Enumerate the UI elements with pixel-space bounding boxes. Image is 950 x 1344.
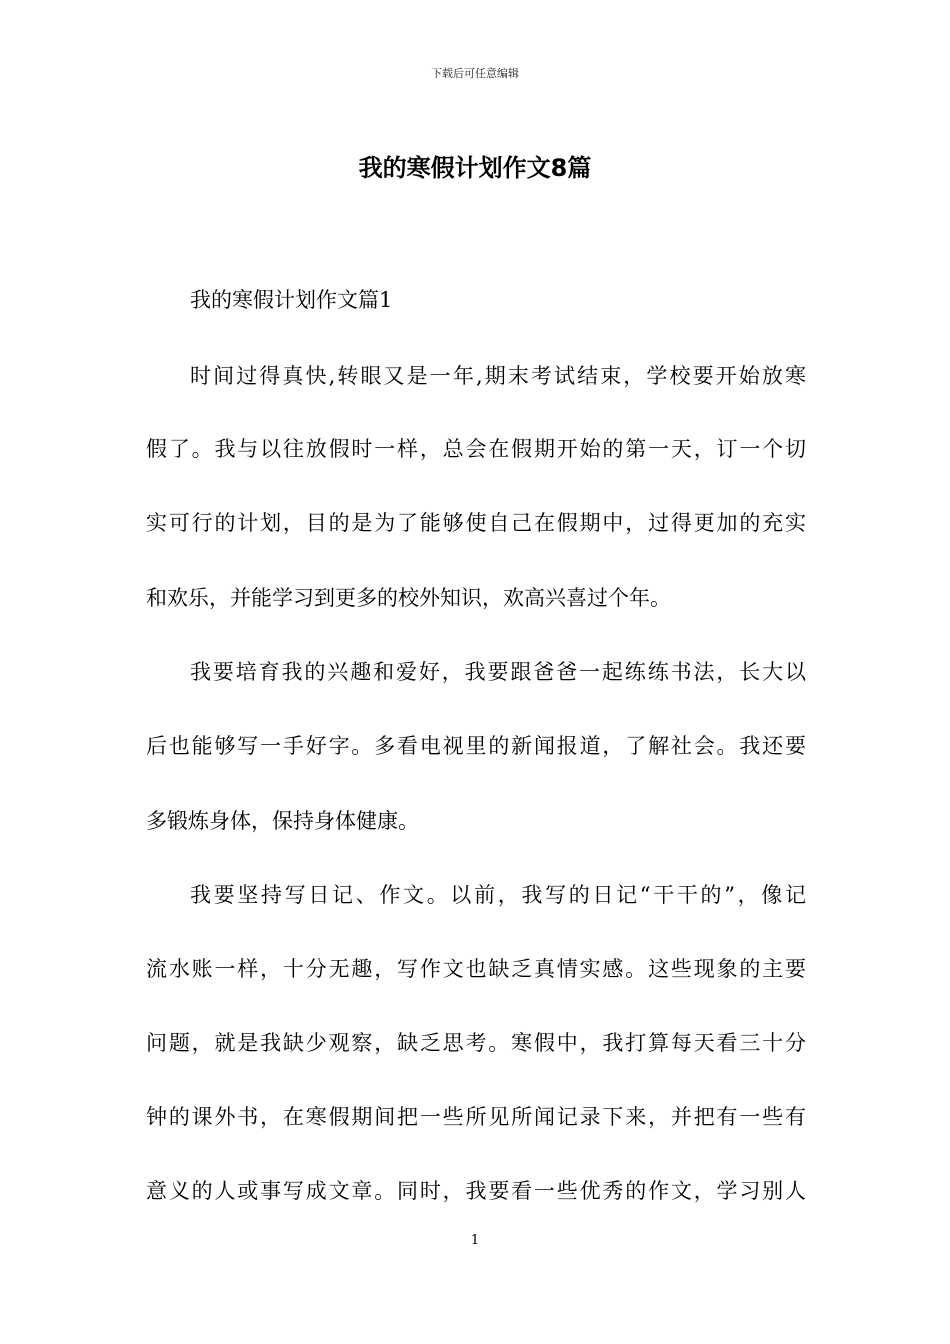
paragraph-line: 问题，就是我缺少观察，缺乏思考。寒假中，我打算每天看三十分 [146, 1031, 806, 1055]
paragraph-line: 多锻炼身体，保持身体健康。 [146, 809, 419, 833]
page-header-note: 下载后可任意编辑 [431, 67, 519, 80]
section-heading: 我的寒假计划作文篇1 [190, 288, 393, 312]
paragraph-line: 我要坚持写日记、作文。以前，我写的日记“干干的”，像记 [190, 883, 806, 907]
page-number: 1 [470, 1233, 480, 1248]
paragraph-line: 后也能够写一手好字。多看电视里的新闻报道，了解社会。我还要 [146, 734, 806, 758]
paragraph-line: 流水账一样，十分无趣，写作文也缺乏真情实感。这些现象的主要 [146, 957, 806, 981]
paragraph-line: 钟的课外书，在寒假期间把一些所见所闻记录下来，并把有一些有 [146, 1105, 806, 1129]
paragraph-line: 假了。我与以往放假时一样，总会在假期开始的第一天，订一个切 [146, 437, 806, 461]
document-title: 我的寒假计划作文8篇 [358, 154, 592, 182]
paragraph-line: 实可行的计划，目的是为了能够使自己在假期中，过得更加的充实 [146, 511, 806, 535]
paragraph-line: 意义的人或事写成文章。同时，我要看一些优秀的作文，学习别人 [146, 1179, 806, 1203]
paragraph-line: 和欢乐，并能学习到更多的校外知识，欢高兴喜过个年。 [146, 586, 671, 610]
paragraph-line: 时间过得真快,转眼又是一年,期末考试结束，学校要开始放寒 [190, 364, 806, 388]
paragraph-line: 我要培育我的兴趣和爱好，我要跟爸爸一起练练书法，长大以 [190, 660, 806, 684]
